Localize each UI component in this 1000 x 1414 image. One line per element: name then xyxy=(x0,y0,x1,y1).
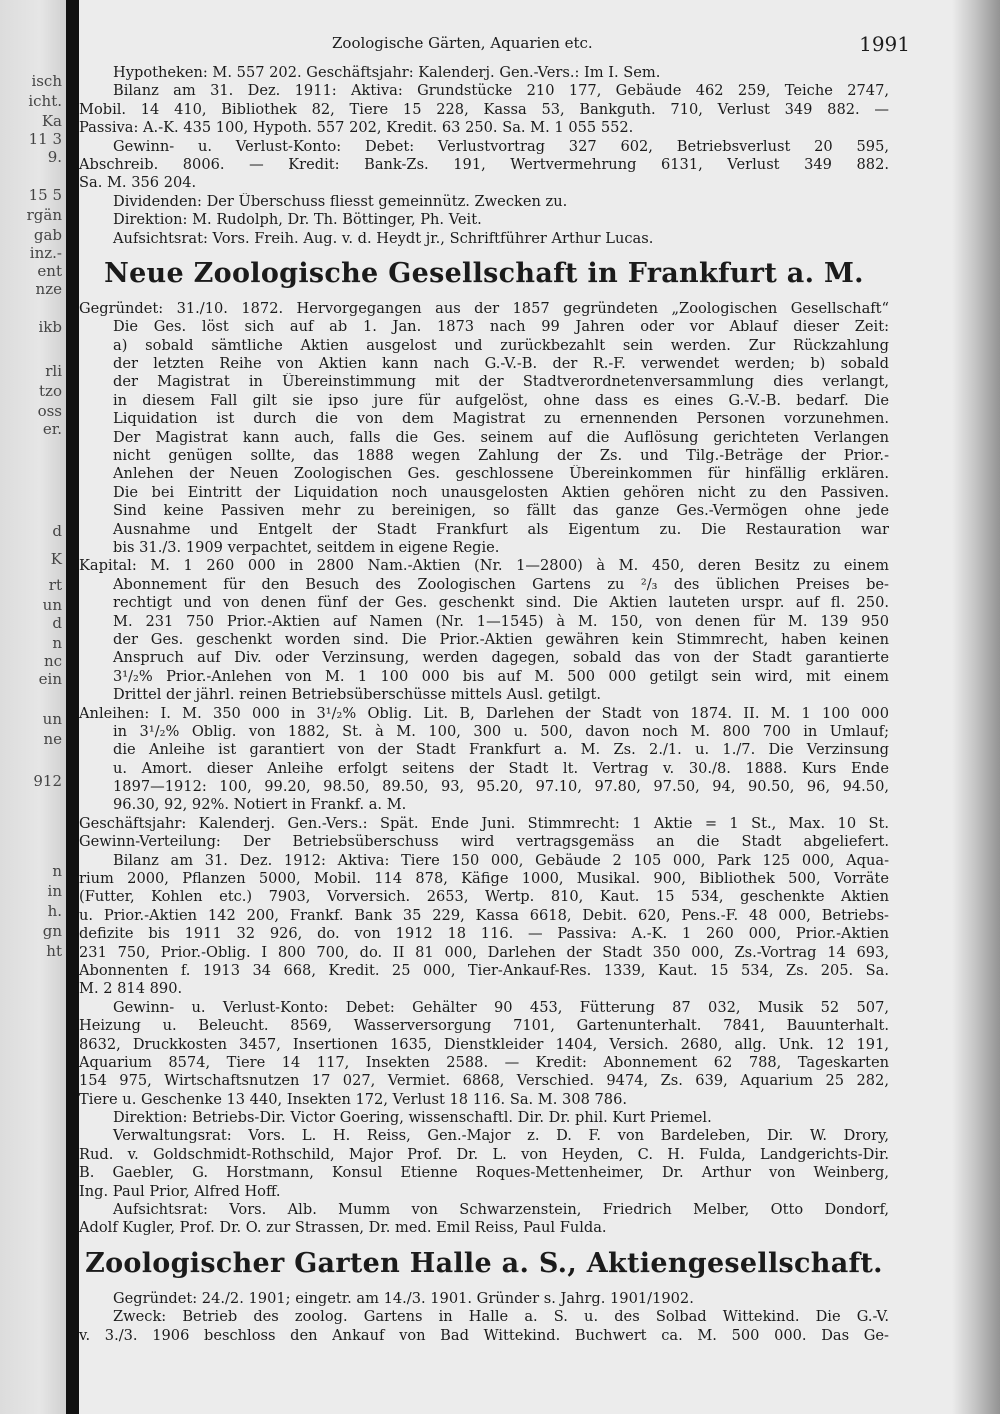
margin-fragment: rgän xyxy=(26,206,62,224)
text-line: Ing. Paul Prior, Alfred Hoff. xyxy=(79,1182,281,1200)
text-line: Passiva: A.-K. 435 100, Hypoth. 557 202, Kredit. 63 250. Sa. M. 1 055 552. xyxy=(79,119,634,137)
text-line: Abschreib. 8006. — Kredit: Bank-Zs. 191, Wertvermehrung 6131, Verlust 349 882. xyxy=(79,155,889,173)
page-header xyxy=(79,34,910,56)
margin-fragment: ikb xyxy=(38,318,62,336)
book-binding-gutter xyxy=(66,0,79,1414)
text-line: Gegründet: 24./2. 1901; eingetr. am 14./3. 1901. Gründer s. Jahrg. 1901/1902. xyxy=(113,1289,694,1307)
margin-fragment: in xyxy=(47,882,62,900)
text-line: Gewinn- u. Verlust-Konto: Debet: Verlustvortrag 327 602, Betriebsverlust 20 595, xyxy=(113,137,889,155)
text-line: 8632, Druckkosten 3457, Insertionen 1635, Dienstkleider 1404, Versich. 2680, allg. Unk. 12 191, xyxy=(79,1035,889,1053)
margin-fragment: isch xyxy=(31,72,62,90)
margin-fragment: rli xyxy=(45,362,62,380)
text-line: Dividenden: Der Überschuss fliesst gemeinnütz. Zwecken zu. xyxy=(113,192,568,210)
section-heading: Zoologischer Garten Halle a. S., Aktiengesellschaft. xyxy=(85,1247,883,1279)
text-line: Bilanz am 31. Dez. 1911: Aktiva: Grundstücke 210 177, Gebäude 462 259, Teiche 2747, xyxy=(113,82,889,100)
text-line: Aufsichtsrat: Vors. Alb. Mumm von Schwarzenstein, Friedrich Melber, Otto Dondorf, xyxy=(113,1201,889,1219)
text-line: M. 231 750 Prior.-Aktien auf Namen (Nr. 1—1545) à M. 150, von denen für M. 139 950 xyxy=(113,612,889,630)
text-line: Direktion: Betriebs-Dir. Victor Goering, wissenschaftl. Dir. Dr. phil. Kurt Priemel. xyxy=(113,1109,712,1127)
text-line: Adolf Kugler, Prof. Dr. O. zur Strassen, Dr. med. Emil Reiss, Paul Fulda. xyxy=(79,1219,607,1237)
text-line: Sind keine Passiven mehr zu bereinigen, so fällt das ganze Ges.-Vermögen ohne jede xyxy=(113,502,889,520)
margin-fragment: K xyxy=(50,550,62,568)
margin-fragment: ne xyxy=(43,730,62,748)
margin-fragment: oss xyxy=(37,402,62,420)
margin-fragment: icht. xyxy=(28,92,62,110)
text-line: u. Prior.-Aktien 142 200, Frankf. Bank 35 229, Kassa 6618, Debit. 620, Pens.-F. 48 000, Betriebs- xyxy=(79,906,889,924)
margin-fragment: ht xyxy=(46,942,62,960)
text-line: defizite bis 1911 32 926, do. von 1912 18 116. — Passiva: A.-K. 1 260 000, Prior.-Aktien xyxy=(79,925,889,943)
margin-fragment: gab xyxy=(33,226,62,244)
text-line: nicht genügen sollte, das 1888 wegen Zahlung der Zs. und Tilg.-Beträge der Prior.- xyxy=(113,447,889,465)
text-line: Zweck: Betrieb des zoolog. Gartens in Halle a. S. u. des Solbad Wittekind. Die G.-V. xyxy=(113,1308,889,1326)
scanned-page xyxy=(79,0,1000,1414)
text-line: Direktion: M. Rudolph, Dr. Th. Böttinger, Ph. Veit. xyxy=(113,211,482,229)
page-edge-shadow xyxy=(952,0,1000,1414)
text-line: 3¹/₂% Prior.-Anlehen von M. 1 100 000 bis auf M. 500 000 getilgt sein wird, mit einem xyxy=(113,667,889,685)
text-line: Aufsichtsrat: Vors. Freih. Aug. v. d. Heydt jr., Schriftführer Arthur Lucas. xyxy=(113,229,654,247)
text-line: Kapital: M. 1 260 000 in 2800 Nam.-Aktien (Nr. 1—2800) à M. 450, deren Besitz zu einem xyxy=(79,557,889,575)
text-line: der Magistrat in Übereinstimmung mit der Stadtverordnetenversammlung dies verlangt, xyxy=(113,373,889,391)
margin-fragment: nze xyxy=(35,280,62,298)
text-line: Liquidation ist durch die von dem Magistrat zu ernennenden Personen vorzunehmen. xyxy=(113,410,889,428)
margin-fragment: un xyxy=(42,710,62,728)
margin-fragment: er. xyxy=(42,420,62,438)
margin-fragment: tzo xyxy=(39,382,62,400)
text-line: Rud. v. Goldschmidt-Rothschild, Major Prof. Dr. L. von Heyden, C. H. Fulda, Landgerichts-Dir. xyxy=(79,1145,889,1163)
text-line: rechtigt und von denen fünf der Ges. geschenkt sind. Die Aktien lauteten urspr. auf fl. 250. xyxy=(113,594,889,612)
text-line: Anspruch auf Div. oder Verzinsung, werden dagegen, sobald das von der Stadt garantierte xyxy=(113,649,889,667)
margin-fragment: ent xyxy=(37,262,62,280)
text-line: 154 975, Wirtschaftsnutzen 17 027, Vermiet. 6868, Verschied. 9474, Zs. 639, Aquarium 25 282, xyxy=(79,1072,889,1090)
text-line: Abonnenten f. 1913 34 668, Kredit. 25 000, Tier-Ankauf-Res. 1339, Kaut. 15 534, Zs. 205. Sa. xyxy=(79,961,889,979)
text-line: M. 2 814 890. xyxy=(79,980,183,998)
margin-fragment: n xyxy=(52,634,62,652)
page-number: 1991 xyxy=(859,32,910,56)
margin-fragment: d xyxy=(52,522,62,540)
text-line: Die Ges. löst sich auf ab 1. Jan. 1873 nach 99 Jahren oder vor Ablauf dieser Zeit: xyxy=(113,318,889,336)
text-line: Gewinn-Verteilung: Der Betriebsüberschuss wird vertragsgemäss an die Stadt abgeliefert. xyxy=(79,833,889,851)
margin-fragment: un xyxy=(42,596,62,614)
margin-fragment: gn xyxy=(42,922,62,940)
section-heading: Neue Zoologische Gesellschaft in Frankfurt a. M. xyxy=(104,257,864,289)
left-page-margin xyxy=(0,0,66,1414)
text-line: Mobil. 14 410, Bibliothek 82, Tiere 15 228, Kassa 53, Bankguth. 710, Verlust 349 882. — xyxy=(79,100,889,118)
text-line: der Ges. geschenkt worden sind. Die Prior.-Aktien gewähren kein Stimmrecht, haben keinen xyxy=(113,630,889,648)
text-line: Verwaltungsrat: Vors. L. H. Reiss, Gen.-Major z. D. F. von Bardeleben, Dir. W. Drory, xyxy=(113,1127,889,1145)
margin-fragment: 11 3 xyxy=(28,130,62,148)
text-line: 231 750, Prior.-Oblig. I 800 700, do. II 81 000, Darlehen der Stadt 350 000, Zs.-Vortrag 14 693, xyxy=(79,943,889,961)
text-line: (Futter, Kohlen etc.) 7903, Vorversich. 2653, Wertp. 810, Kaut. 15 534, geschenkte Aktien xyxy=(79,888,889,906)
text-line: bis 31./3. 1909 verpachtet, seitdem in eigene Regie. xyxy=(113,538,500,556)
margin-fragment: ein xyxy=(38,670,62,688)
text-line: 96.30, 92, 92%. Notiert in Frankf. a. M. xyxy=(113,796,407,814)
text-line: B. Gaebler, G. Horstmann, Konsul Etienne Roques-Mettenheimer, Dr. Arthur von Weinberg, xyxy=(79,1164,889,1182)
text-line: Sa. M. 356 204. xyxy=(79,174,197,192)
margin-fragment: n xyxy=(52,862,62,880)
text-line: Anleihen: I. M. 350 000 in 3¹/₂% Oblig. Lit. B, Darlehen der Stadt von 1874. II. M. 1 100 000 xyxy=(79,704,889,722)
margin-fragment: 912 xyxy=(33,772,62,790)
margin-fragment: d xyxy=(52,614,62,632)
running-title: Zoologische Gärten, Aquarien etc. xyxy=(332,34,593,52)
text-line: Abonnement für den Besuch des Zoologischen Gartens zu ²/₃ des üblichen Preises be- xyxy=(113,575,889,593)
text-line: Aquarium 8574, Tiere 14 117, Insekten 2588. — Kredit: Abonnement 62 788, Tageskarten xyxy=(79,1053,889,1071)
margin-fragment: nc xyxy=(43,652,62,670)
text-line: u. Amort. dieser Anleihe erfolgt seitens der Stadt lt. Vertrag v. 30./8. 1888. Kurs Ende xyxy=(113,759,889,777)
text-line: Ausnahme und Entgelt der Stadt Frankfurt als Eigentum zu. Die Restauration war xyxy=(113,520,889,538)
margin-fragment: 9. xyxy=(47,148,62,166)
text-line: Gegründet: 31./10. 1872. Hervorgegangen aus der 1857 gegründeten „Zoologischen Gesellschaft“ xyxy=(79,299,889,317)
text-line: der letzten Reihe von Aktien kann nach G.-V.-B. der R.-F. verwendet werden; b) sobald xyxy=(113,355,889,373)
page-body xyxy=(79,64,889,1345)
text-line: 1897—1912: 100, 99.20, 98.50, 89.50, 93, 95.20, 97.10, 97.80, 97.50, 94, 90.50, 96, 94.50, xyxy=(113,778,889,796)
margin-fragment: h. xyxy=(47,902,62,920)
margin-fragment: Ka xyxy=(41,112,62,130)
margin-fragment: rt xyxy=(48,576,62,594)
text-line: Gewinn- u. Verlust-Konto: Debet: Gehälter 90 453, Fütterung 87 032, Musik 52 507, xyxy=(113,998,889,1016)
text-line: Tiere u. Geschenke 13 440, Insekten 172, Verlust 18 116. Sa. M. 308 786. xyxy=(79,1090,628,1108)
text-line: Geschäftsjahr: Kalenderj. Gen.-Vers.: Spät. Ende Juni. Stimmrecht: 1 Aktie = 1 St., Max. 10 St. xyxy=(79,814,889,832)
text-line: Bilanz am 31. Dez. 1912: Aktiva: Tiere 150 000, Gebäude 2 105 000, Park 125 000, Aqua- xyxy=(113,851,889,869)
margin-fragment: 15 5 xyxy=(28,186,62,204)
text-line: Anlehen der Neuen Zoologischen Ges. geschlossene Übereinkommen für hinfällig erklären. xyxy=(113,465,889,483)
text-line: die Anleihe ist garantiert von der Stadt Frankfurt a. M. Zs. 2./1. u. 1./7. Die Verzinsung xyxy=(113,741,889,759)
text-line: v. 3./3. 1906 beschloss den Ankauf von Bad Wittekind. Buchwert ca. M. 500 000. Das Ge- xyxy=(79,1326,889,1344)
margin-fragment: inz.- xyxy=(29,244,62,262)
text-line: Der Magistrat kann auch, falls die Ges. seinem auf die Auflösung gerichteten Verlangen xyxy=(113,428,889,446)
text-line: Heizung u. Beleucht. 8569, Wasserversorgung 7101, Gartenunterhalt. 7841, Bauunterhalt. xyxy=(79,1017,889,1035)
text-line: Die bei Eintritt der Liquidation noch unausgelosten Aktien gehören nicht zu den Passiven. xyxy=(113,483,889,501)
text-line: Hypotheken: M. 557 202. Geschäftsjahr: Kalenderj. Gen.-Vers.: Im I. Sem. xyxy=(113,64,661,81)
text-line: rium 2000, Pflanzen 5000, Mobil. 114 878, Käfige 1000, Musikal. 900, Bibliothek 500, Vorräte xyxy=(79,870,889,888)
text-line: in diesem Fall gilt sie ipso jure für aufgelöst, ohne dass es eines G.-V.-B. bedarf. Die xyxy=(113,391,889,409)
text-line: a) sobald sämtliche Aktien ausgelost und zurückbezahlt sein werden. Zur Rückzahlung xyxy=(113,336,889,354)
text-line: in 3¹/₂% Oblig. von 1882, St. à M. 100, 300 u. 500, davon noch M. 800 700 in Umlauf; xyxy=(113,722,889,740)
text-line: Drittel der jährl. reinen Betriebsüberschüsse mittels Ausl. getilgt. xyxy=(113,686,601,704)
